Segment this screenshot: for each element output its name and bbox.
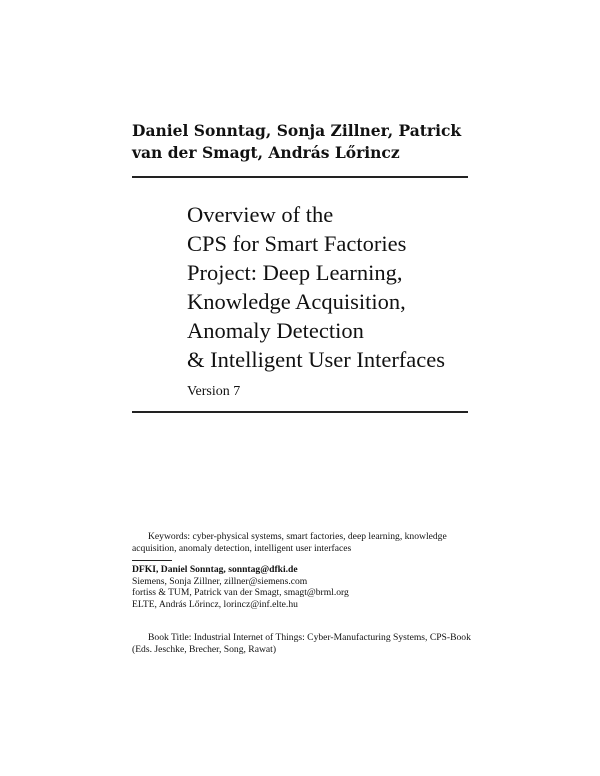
- affiliation-fortiss: fortiss & TUM, Patrick van der Smagt, smagt@brml.org: [132, 587, 349, 598]
- top-divider: [132, 176, 468, 178]
- chapter-title: [187, 200, 487, 374]
- book-title-paragraph: Book Title: Industrial Internet of Things: Cyber-Manufacturing Systems, CPS-Book (Eds. Jeschke, Brecher, Song, Rawat): [132, 632, 471, 655]
- title-line-6: & Intelligent User Interfaces: [187, 347, 446, 372]
- footnote-divider: [132, 560, 172, 561]
- affiliation-dfki: DFKI, Daniel Sonntag, sonntag@dfki.de: [132, 564, 298, 575]
- title-line-3: Project: Deep Learning,: [187, 260, 403, 285]
- affiliation-list: [132, 564, 472, 610]
- affiliation-siemens: Siemens, Sonja Zillner, zillner@siemens.com: [132, 575, 308, 587]
- title-line-2: CPS for Smart Factories: [187, 231, 407, 256]
- version-label: Version 7: [187, 384, 241, 399]
- affiliation-elte: ELTE, András Lőrincz, lorincz@inf.elte.hu: [132, 598, 298, 610]
- title-line-4: Knowledge Acquisition,: [187, 289, 406, 314]
- author-line-1: Daniel Sonntag, Sonja Zillner, Patrick: [132, 121, 462, 140]
- title-line-1: Overview of the: [187, 202, 334, 227]
- author-list: [132, 120, 472, 164]
- title-line-5: Anomaly Detection: [187, 318, 364, 343]
- bottom-divider: [132, 411, 468, 413]
- author-line-2: van der Smagt, András Lőrincz: [132, 143, 400, 162]
- keywords-paragraph: Keywords: cyber-physical systems, smart factories, deep learning, knowledge acquisition, anomaly detection, intelligent user interfaces: [132, 531, 447, 554]
